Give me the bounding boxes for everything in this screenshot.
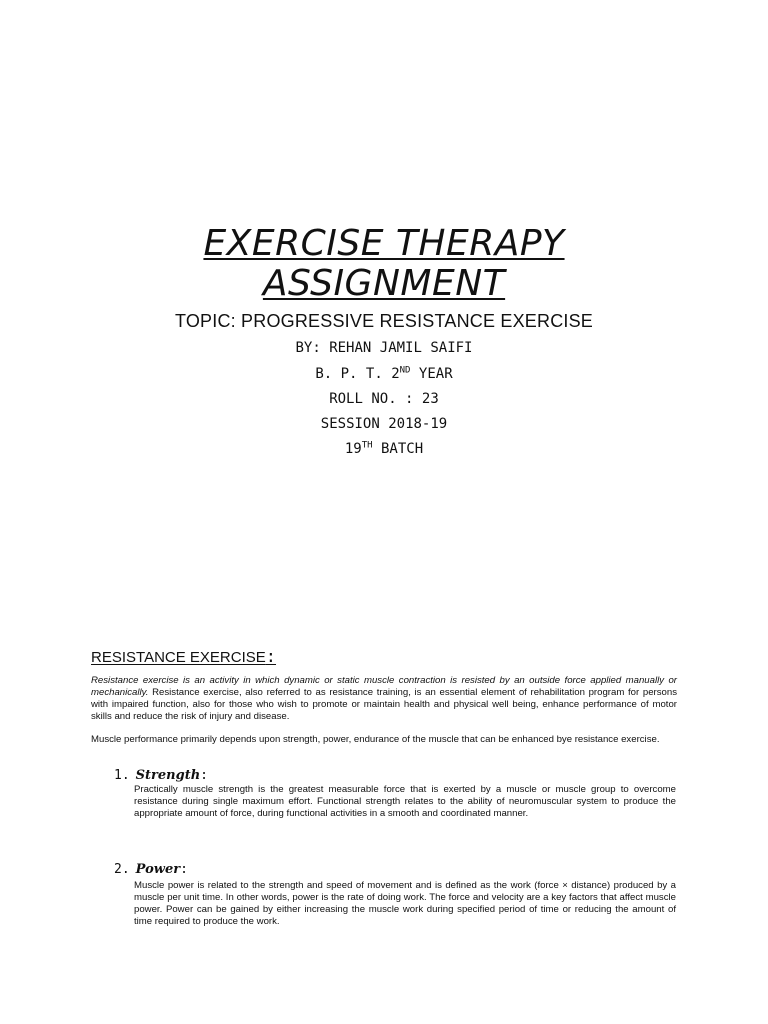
list-item-number: 1.: [114, 768, 130, 783]
list-item-heading-power: [114, 862, 188, 877]
batch-superscript: TH: [361, 440, 373, 451]
list-item-heading-strength: [114, 768, 208, 783]
list-item-number: 2.: [114, 862, 130, 877]
section-heading-text: RESISTANCE EXERCISE: [91, 649, 266, 666]
list-item-colon: :: [180, 862, 188, 877]
roll-number-line: ROLL NO. : 23: [329, 391, 439, 407]
year-prefix: B. P. T. 2: [315, 366, 400, 382]
batch-prefix: 19: [344, 441, 362, 457]
intro-paragraph: [91, 675, 677, 723]
batch-suffix: BATCH: [372, 441, 424, 457]
year-suffix: YEAR: [410, 366, 453, 382]
muscle-performance-paragraph: Muscle performance primarily depends upon strength, power, endurance of the muscle that can be enhanced bye resistance exercise.: [91, 734, 660, 745]
session-line: SESSION 2018-19: [320, 416, 448, 432]
list-item-colon: :: [200, 768, 208, 783]
section-heading: [91, 647, 276, 667]
list-item-term: Strength: [135, 768, 201, 783]
year-line: [0, 366, 768, 382]
document-title-line-1: EXERCISE THERAPY: [203, 223, 565, 264]
intro-paragraph-rest: Resistance exercise, also referred to as resistance training, is an essential element of rehabilitation program for persons with impaired function, also for those who wish to promote or maintain health and physical well being, enhance performance of motor skills and reduce the risk of injury and disease.: [91, 687, 677, 722]
section-heading-colon: :: [265, 647, 277, 667]
list-item-term: Power: [135, 862, 181, 877]
intro-definition-italic: Resistance exercise is an activity in which dynamic or static muscle contraction is resisted by an outside force applied manually or mechanically.: [91, 675, 677, 698]
year-superscript: ND: [399, 365, 411, 376]
list-item-body-power: Muscle power is related to the strength and speed of movement and is defined as the work (force × distance) produced by a muscle per unit time. In other words, power is the rate of doing work. The force and velocity are a key factors that affect muscle power. Power can be gained by either increasing the muscle work during specified period of time or reducing the amount of time required to produce the work.: [134, 880, 676, 927]
document-title-line-2: ASSIGNMENT: [262, 263, 506, 304]
topic-line: TOPIC: PROGRESSIVE RESISTANCE EXERCISE: [174, 311, 594, 331]
author-line: BY: REHAN JAMIL SAIFI: [295, 340, 473, 356]
batch-line: [0, 441, 768, 457]
list-item-body-strength: Practically muscle strength is the greatest measurable force that is exerted by a muscle or muscle group to overcome resistance during single maximum effort. Functional strength relates to the ability of neuromuscular system to produce the appropriate amount of force, during functional activities in a smooth and coordinated manner.: [134, 784, 676, 819]
